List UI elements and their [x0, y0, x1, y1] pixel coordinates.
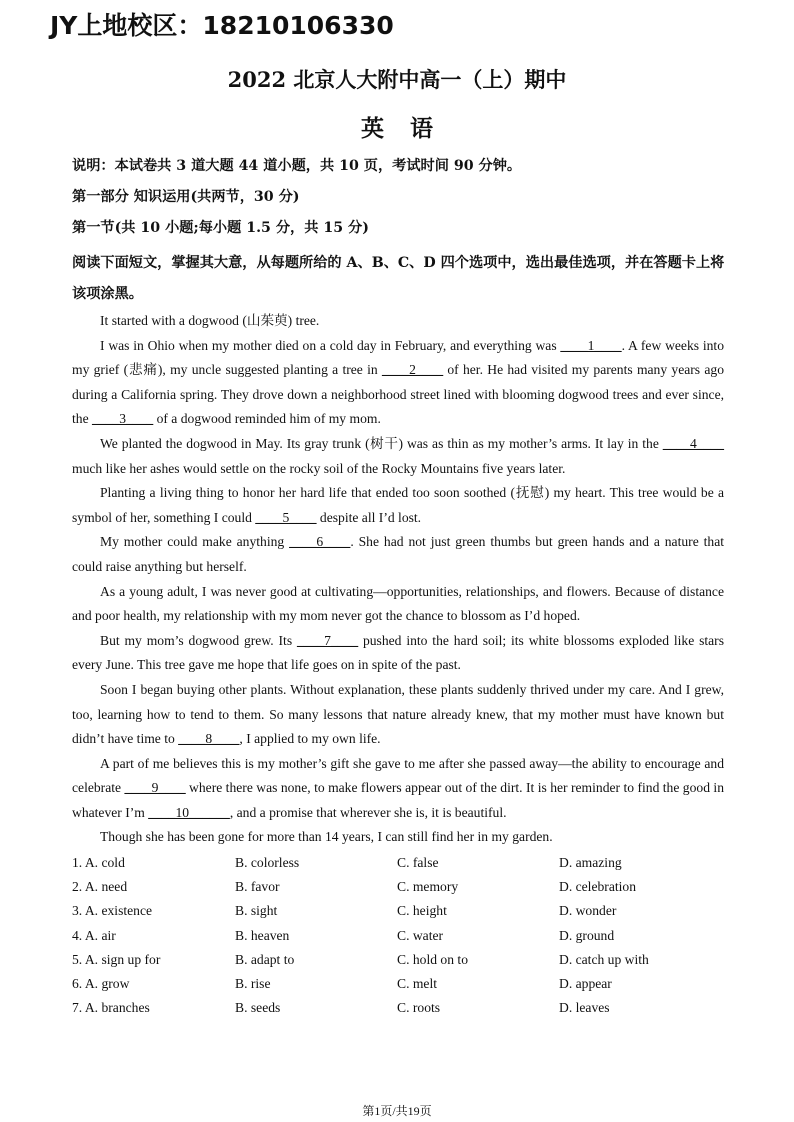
option-b[interactable]: B. adapt to	[235, 951, 295, 967]
part-heading: 第一部分 知识运用(共两节，30 分)	[72, 189, 300, 205]
text: But my mom’s dogwood grew. Its	[100, 632, 297, 648]
question-row	[72, 875, 732, 899]
text: , I applied to my own life.	[239, 731, 381, 747]
text: , and a promise that wherever she is, it is beautiful.	[229, 804, 507, 820]
option-b[interactable]: B. colorless	[235, 855, 300, 871]
option-a[interactable]: 6. A. grow	[72, 976, 130, 992]
blank-8: ____8____	[178, 731, 240, 747]
paragraph	[72, 752, 724, 826]
option-c[interactable]: C. memory	[397, 879, 459, 895]
text: of her. He had visited my parents many years ago during a California spring. They drove down a neighborhood street lined with blooming dogwood trees and ever since, the	[72, 362, 724, 427]
contact-watermark: JY上地校区：18210106330	[50, 11, 394, 40]
option-c[interactable]: C. false	[397, 855, 439, 871]
option-a[interactable]: 3. A. existence	[72, 903, 153, 919]
paragraph	[72, 481, 724, 530]
subject-title: 英语	[361, 115, 459, 142]
directions: 阅读下面短文，掌握其大意，从每题所给的 A、B、C、D 四个选项中，选出最佳选项，并在答题卡上将该项涂黑。	[72, 255, 725, 302]
option-a[interactable]: 5. A. sign up for	[72, 951, 161, 967]
text: despite all I’d lost.	[316, 509, 422, 525]
blank-6: ____6____	[289, 534, 351, 550]
option-c[interactable]: C. melt	[397, 976, 438, 992]
option-b[interactable]: B. rise	[235, 976, 271, 992]
question-row	[72, 972, 732, 996]
blank-1: ____1____	[560, 337, 622, 353]
question-row	[72, 996, 732, 1020]
text: where there was none, to make flowers appear out of the dirt. It is her reminder to find the good in whatever I’m	[72, 780, 724, 820]
exam-title: 2022 北京人大附中高一（上）期中	[227, 67, 567, 92]
text: As a young adult, I was never good at cultivating—opportunities, relationships, and flowers. Because of distance and poor health, my relationship with my mom never got the chance to blossom as I’d hoped.	[72, 583, 724, 624]
blank-2: ____2____	[381, 362, 444, 378]
option-b[interactable]: B. sight	[235, 903, 278, 919]
option-d[interactable]: D. amazing	[559, 855, 622, 871]
option-c[interactable]: C. hold on to	[397, 951, 468, 967]
blank-3: ____3____	[92, 411, 154, 427]
exam-note: 说明：本试卷共 3 道大题 44 道小题，共 10 页，考试时间 90 分钟。	[72, 158, 522, 174]
option-d[interactable]: D. catch up with	[559, 951, 649, 967]
text: . She had not just green thumbs but green hands and a nature that could raise anything but herself.	[72, 534, 725, 574]
text: much like her ashes would settle on the rocky soil of the Rocky Mountains five years later.	[72, 460, 566, 476]
paragraph	[72, 580, 724, 629]
text: We planted the dogwood in May. Its gray trunk (树干) was as thin as my mother’s arms. It lay in the	[100, 435, 663, 451]
page-number: 第1页/共19页	[362, 1104, 432, 1118]
text: Soon I began buying other plants. Without explanation, these plants suddenly thrived under my care. And I grew, too, learning how to tend to them. So many lessons that nature already knew, that my mother must have known but didn’t have time to	[72, 681, 724, 747]
question-row	[72, 948, 732, 972]
option-d[interactable]: D. appear	[559, 976, 612, 992]
option-b[interactable]: B. heaven	[235, 927, 290, 943]
section-heading: 第一节(共 10 小题;每小题 1.5 分，共 15 分)	[72, 220, 369, 236]
option-a[interactable]: 1. A. cold	[72, 855, 125, 871]
paragraph	[72, 629, 724, 678]
cloze-passage	[72, 309, 724, 850]
option-c[interactable]: C. roots	[397, 1000, 441, 1016]
paragraph	[72, 825, 724, 850]
option-a[interactable]: 4. A. air	[72, 927, 116, 943]
option-c[interactable]: C. water	[397, 927, 444, 943]
text: . A few weeks into my grief (悲痛), my uncle suggested planting a tree in	[72, 337, 724, 378]
paragraph	[72, 334, 724, 432]
option-a[interactable]: 2. A. need	[72, 879, 128, 895]
text: It started with a dogwood (山茱萸) tree.	[100, 313, 320, 328]
option-c[interactable]: C. height	[397, 903, 447, 919]
option-b[interactable]: B. favor	[235, 879, 280, 895]
option-d[interactable]: D. leaves	[559, 1000, 610, 1016]
option-d[interactable]: D. wonder	[559, 903, 617, 919]
text: pushed into the hard soil; its white blossoms exploded like stars every June. This tree gave me hope that life goes on in spite of the past.	[72, 632, 724, 673]
option-a[interactable]: 7. A. branches	[72, 1000, 150, 1016]
text: I was in Ohio when my mother died on a cold day in February, and everything was	[100, 337, 561, 353]
text: Though she has been gone for more than 14 years, I can still find her in my garden.	[100, 829, 553, 845]
paragraph	[72, 309, 724, 334]
text: My mother could make anything	[100, 534, 290, 550]
question-row	[72, 899, 732, 923]
paragraph	[72, 678, 724, 752]
question-row	[72, 924, 732, 948]
option-b[interactable]: B. seeds	[235, 1000, 281, 1016]
blank-5: ____5____	[255, 509, 317, 525]
blank-10: ____10______	[148, 804, 230, 820]
blank-7: ____7____	[296, 632, 359, 648]
answer-options	[72, 851, 732, 1020]
question-row	[72, 851, 732, 875]
blank-4: ____4____	[662, 435, 724, 451]
text: A part of me believes this is my mother’s gift she gave to me after she passed away—the ability to encourage and celebrate	[72, 755, 724, 796]
text: Planting a living thing to honor her hard life that ended too soon soothed (抚慰) my heart. This tree would be a symbol of her, something I could	[72, 485, 724, 525]
option-d[interactable]: D. ground	[559, 927, 615, 943]
blank-9: ____9____	[124, 780, 186, 796]
option-d[interactable]: D. celebration	[559, 879, 636, 895]
paragraph	[72, 432, 724, 481]
text: of a dogwood reminded him of my mom.	[153, 411, 381, 427]
paragraph	[72, 530, 724, 579]
